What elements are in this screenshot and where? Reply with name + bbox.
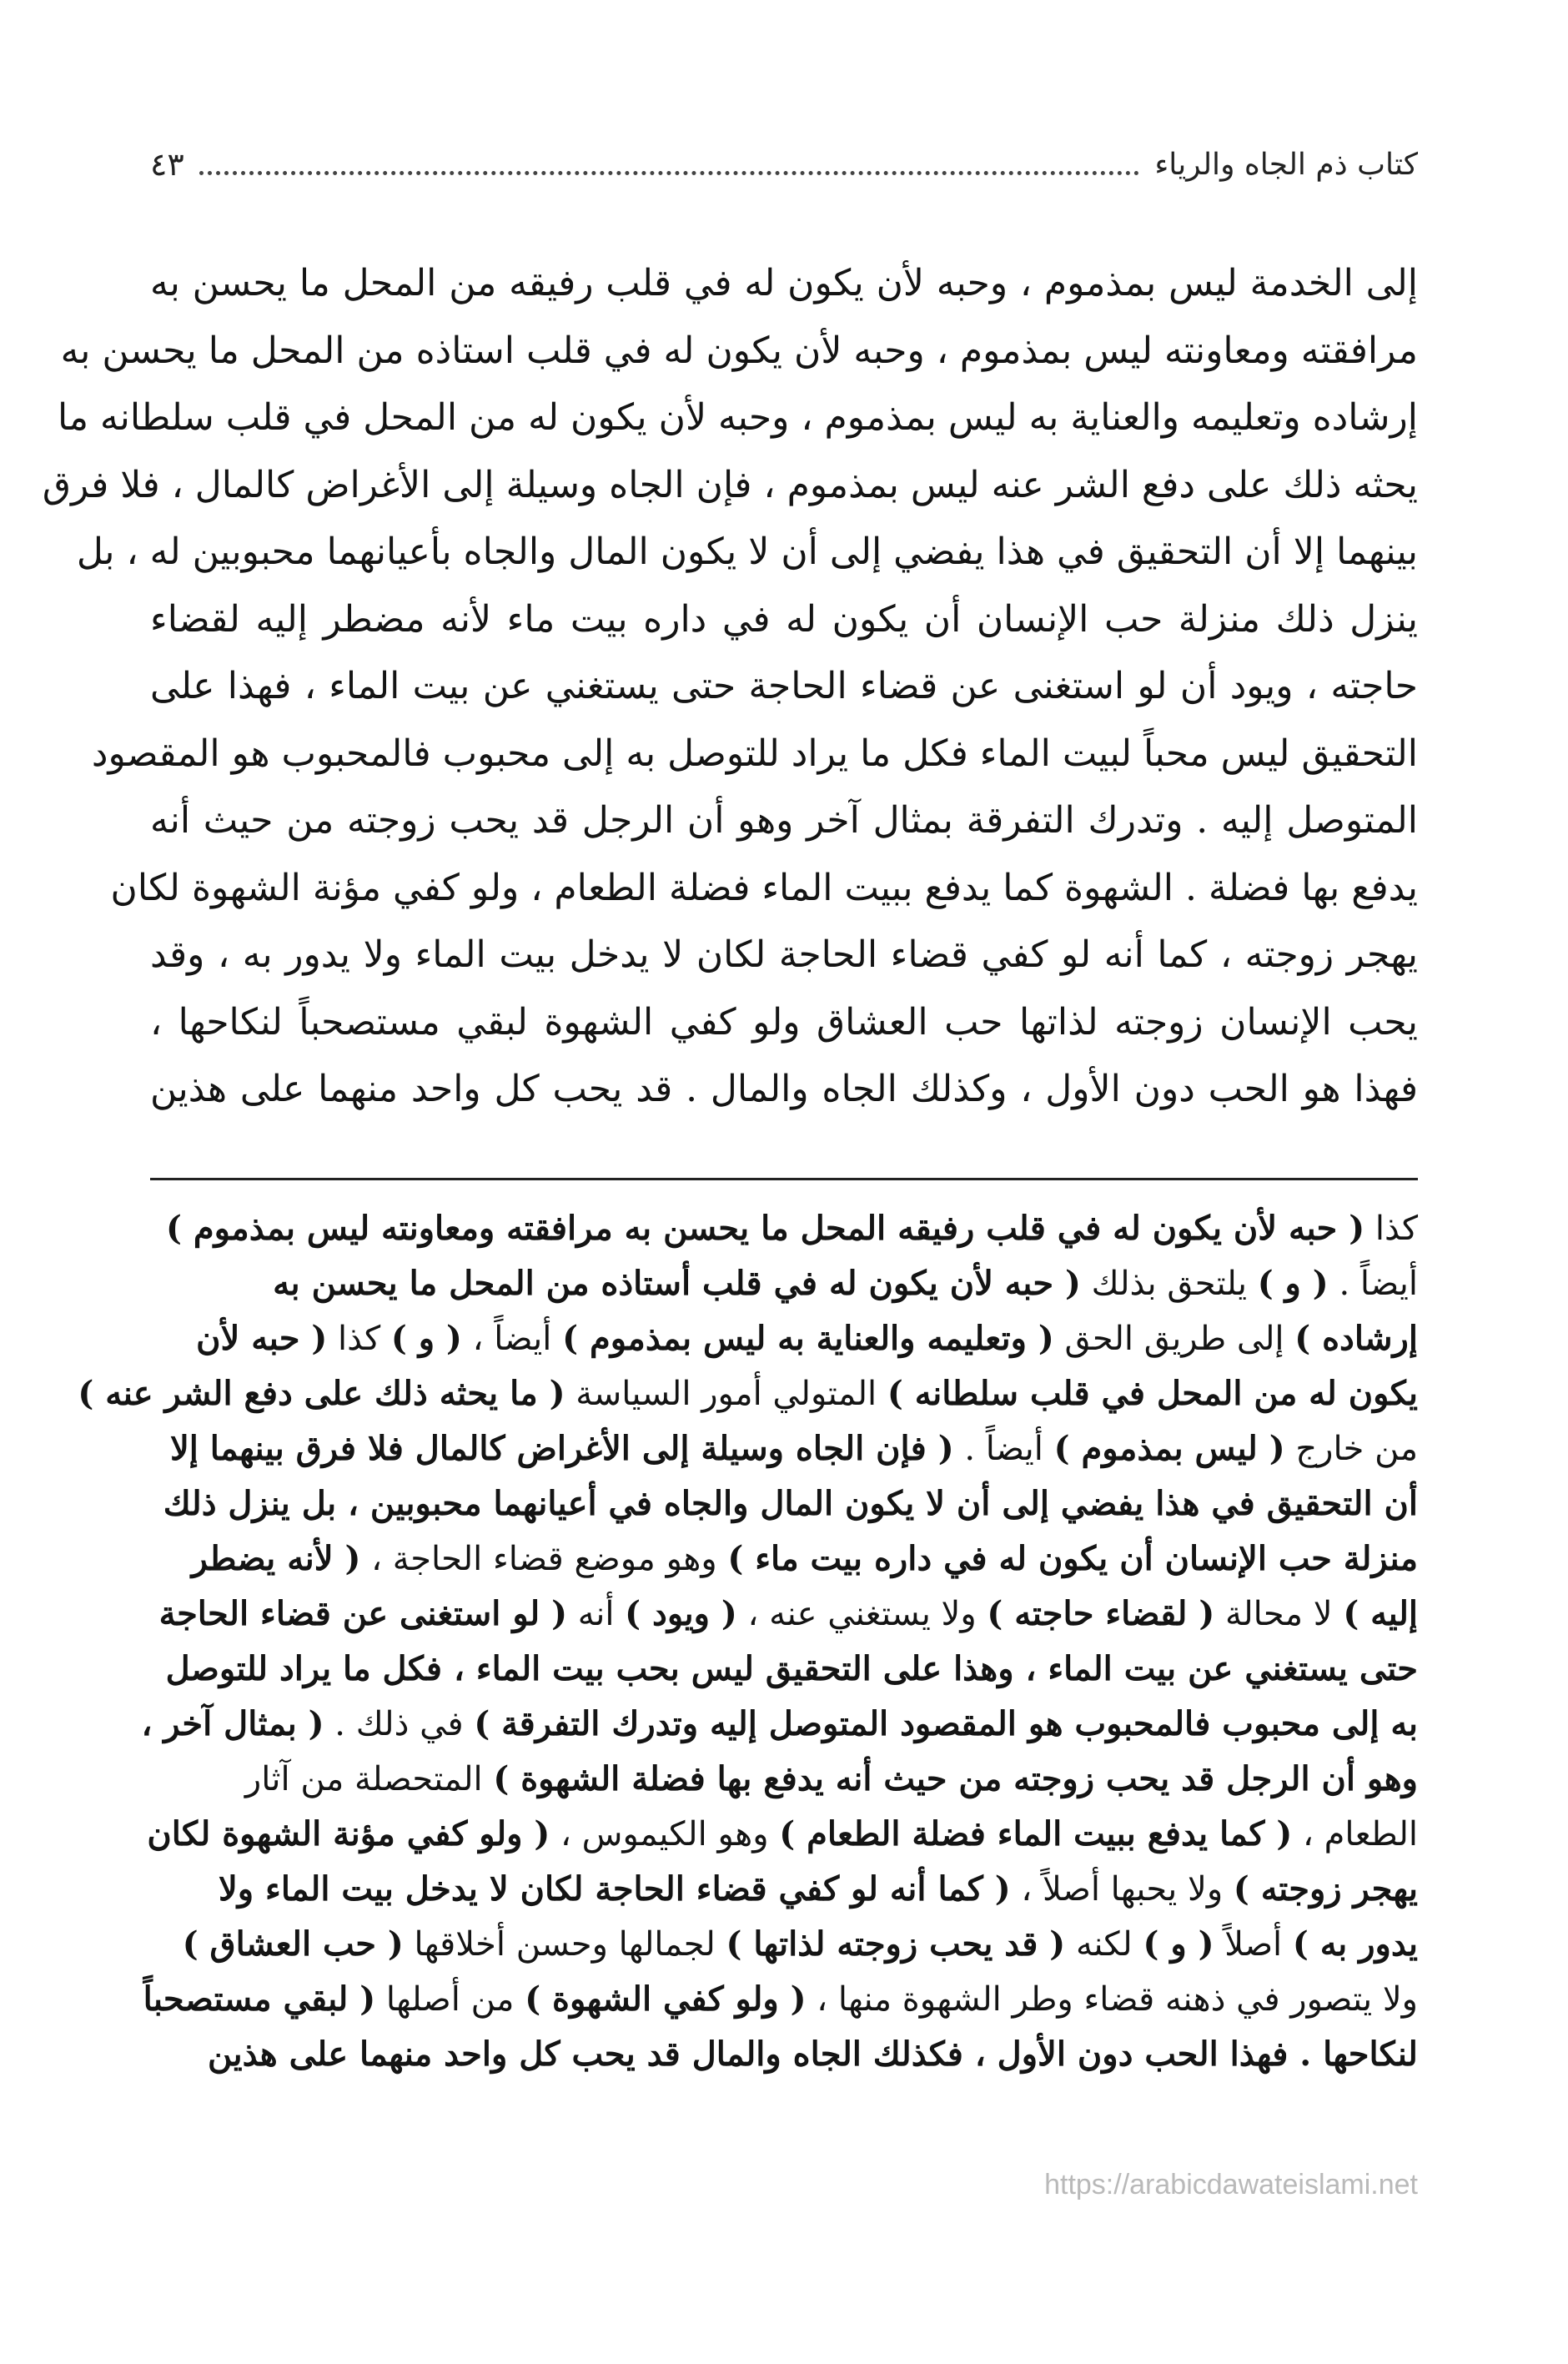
main-text-line: يهجر زوجته ، كما أنه لو كفي قضاء الحاجة لكان لا يدخل بيت الماء ولا يدور به ، وقد: [150, 933, 1418, 976]
commentary-line: [141, 1697, 1418, 1752]
quoted-text-segment: إرشاده ): [1294, 1319, 1418, 1358]
commentary-line: [150, 1532, 1418, 1587]
explanation-segment: يلتحق بذلك: [1080, 1265, 1258, 1303]
quoted-text-segment: به إلى محبوب فالمحبوب هو المقصود المتوصل إليه وتدرك التفرقة ): [474, 1704, 1418, 1743]
explanation-segment: في ذلك .: [324, 1705, 475, 1743]
quoted-text-segment: ( ويود ): [625, 1594, 737, 1633]
main-text-line: يحب الإنسان زوجته لذاتها حب العشاق ولو كفي الشهوة لبقي مستصحباً لنكاحها ،: [150, 1000, 1418, 1044]
quoted-text-segment: ( لبقي مستصحباً: [143, 1979, 376, 2019]
commentary-line: [150, 1201, 1418, 1256]
explanation-segment: ولا يستغني عنه ،: [736, 1595, 988, 1633]
footnote-divider: [150, 1178, 1418, 1180]
explanation-segment: أيضاً .: [1328, 1265, 1418, 1303]
explanation-segment: أصلاً: [1214, 1925, 1293, 1964]
explanation-segment: لكنه: [1065, 1925, 1143, 1964]
commentary-body: [78, 1201, 1418, 2194]
commentary-line: [150, 1311, 1418, 1366]
quoted-text-segment: ( ليس بمذموم ): [1053, 1429, 1285, 1468]
main-text-line: التحقيق ليس محباً لبيت الماء فكل ما يراد للتوصل به إلى محبوب فالمحبوب هو المقصود: [91, 732, 1418, 775]
quoted-text-segment: يهجر زوجته ): [1233, 1869, 1418, 1909]
quoted-text-segment: لنكاحها . فهذا الحب دون الأول ، فكذلك الجاه والمال قد يحب كل واحد منهما على هذين: [208, 2035, 1418, 2074]
explanation-segment: أنه: [567, 1595, 626, 1633]
main-text-line: يحثه ذلك على دفع الشر عنه ليس بمذموم ، فإن الجاه وسيلة إلى الأغراض كالمال ، فلا فرق: [42, 463, 1418, 506]
commentary-line: [150, 1421, 1418, 1476]
quoted-text-segment: ( حبه لأن يكون له في قلب أستاذه من المحل ما يحسن به: [273, 1264, 1081, 1303]
quoted-text-segment: ( لو استغنى عن قضاء الحاجة: [158, 1594, 568, 1633]
page-header: [150, 135, 1418, 194]
quoted-text-segment: ( ولو كفي مؤنة الشهوة لكان: [147, 1814, 550, 1853]
commentary-line: [150, 1642, 1418, 1697]
quoted-text-segment: وهو أن الرجل قد يحب زوجته من حيث أنه يدفع بها فضلة الشهوة ): [493, 1759, 1418, 1798]
commentary-line: [78, 1366, 1418, 1421]
quoted-text-segment: ( وتعليمه والعناية به ليس بمذموم ): [562, 1319, 1054, 1358]
quoted-text-segment: ( حبه لأن يكون له في قلب رفيقه المحل ما يحسن به مرافقته ومعاونته ليس بمذموم ): [165, 1209, 1365, 1248]
explanation-segment: ولا يتصور في ذهنه قضاء وطر الشهوة منها ،: [806, 1980, 1418, 2019]
quoted-text-segment: ( كما يدفع ببيت الماء فضلة الطعام ): [779, 1814, 1293, 1853]
quoted-text-segment: ( ما يحثه ذلك على دفع الشر عنه ): [78, 1374, 565, 1413]
commentary-line: [150, 2027, 1418, 2082]
commentary-line: [150, 1752, 1418, 1807]
main-text-line: بينهما إلا أن التحقيق في هذا يفضي إلى أن لا يكون المال والجاه بأعيانهما محبوبين له ، بل: [76, 531, 1418, 573]
explanation-segment: كذا: [327, 1320, 391, 1358]
main-text-line: إرشاده وتعليمه والعناية به ليس بمذموم ، وحبه لأن يكون له من المحل في قلب سلطانه ما: [58, 396, 1418, 439]
commentary-line: [143, 1972, 1418, 2027]
page-number: ٤٣: [150, 146, 184, 183]
quoted-text-segment: ( و ): [1143, 1924, 1214, 1964]
running-title: كتاب ذم الجاه والرياء: [1154, 147, 1418, 182]
explanation-segment: من خارج: [1284, 1430, 1418, 1468]
explanation-segment: من أصلها: [375, 1980, 525, 2019]
explanation-segment: وهو الكيموس ،: [550, 1815, 780, 1853]
header-dot-leader: [199, 171, 1139, 175]
explanation-segment: الطعام ،: [1292, 1815, 1418, 1853]
explanation-segment: المتحصلة من آثار: [244, 1760, 494, 1798]
commentary-line: [150, 1256, 1418, 1311]
quoted-text-segment: أن التحقيق في هذا يفضي إلى أن لا يكون المال والجاه في أعيانهما محبوبين ، بل ينزل ذلك: [163, 1484, 1418, 1523]
commentary-line: [150, 1862, 1418, 1917]
quoted-text-segment: ( لأنه يضطر: [191, 1539, 361, 1578]
quoted-text-segment: حتى يستغني عن بيت الماء ، وهذا على التحقيق ليس بحب بيت الماء ، فكل ما يراد للتوصل: [165, 1649, 1418, 1688]
explanation-segment: لجمالها وحسن أخلاقها: [403, 1925, 726, 1964]
main-text-line: ينزل ذلك منزلة حب الإنسان أن يكون له في داره بيت ماء لأنه مضطر إليه لقضاء: [150, 597, 1418, 641]
explanation-segment: المتولي أمور السياسة: [565, 1375, 887, 1413]
commentary-line: [150, 1476, 1418, 1532]
quoted-text-segment: ( قد يحب زوجته لذاتها ): [726, 1924, 1066, 1964]
quoted-text-segment: ( و ): [1257, 1264, 1329, 1303]
commentary-line: [150, 1917, 1418, 1972]
explanation-segment: لا محالة: [1214, 1595, 1344, 1633]
quoted-text-segment: يكون له من المحل في قلب سلطانه ): [887, 1374, 1418, 1413]
explanation-segment: أيضاً ،: [461, 1320, 563, 1358]
explanation-segment: ولا يحبها أصلاً ،: [1010, 1870, 1234, 1909]
quoted-text-segment: منزلة حب الإنسان أن يكون له في داره بيت ماء ): [727, 1539, 1418, 1578]
main-text-line: المتوصل إليه . وتدرك التفرقة بمثال آخر وهو أن الرجل قد يحب زوجته من حيث أنه: [150, 799, 1418, 842]
quoted-text-segment: يدور به ): [1292, 1924, 1418, 1964]
quoted-text-segment: ( كما أنه لو كفي قضاء الحاجة لكان لا يدخل بيت الماء ولا: [218, 1869, 1011, 1909]
explanation-segment: أيضاً .: [953, 1430, 1054, 1468]
main-text-line: مرافقته ومعاونته ليس بمذموم ، وحبه لأن يكون له في قلب استاذه من المحل ما يحسن به: [60, 329, 1418, 372]
main-text-body: [42, 250, 1418, 1134]
explanation-segment: كذا: [1364, 1210, 1418, 1248]
quoted-text-segment: ( حب العشاق ): [182, 1924, 404, 1964]
quoted-text-segment: ( بمثال آخر ،: [141, 1704, 324, 1743]
explanation-segment: وهو موضع قضاء الحاجة ،: [360, 1540, 728, 1578]
quoted-text-segment: ( حبه لأن: [196, 1319, 328, 1358]
quoted-text-segment: إليه ): [1343, 1594, 1418, 1633]
quoted-text-segment: ( ولو كفي الشهوة ): [525, 1979, 807, 2019]
explanation-segment: إلى طريق الحق: [1053, 1320, 1295, 1358]
quoted-text-segment: ( لقضاء حاجته ): [987, 1594, 1215, 1633]
commentary-line: [147, 1807, 1418, 1862]
main-text-line: إلى الخدمة ليس بمذموم ، وحبه لأن يكون له في قلب رفيقه من المحل ما يحسن به: [150, 262, 1418, 304]
quoted-text-segment: ( و ): [390, 1319, 462, 1358]
watermark-url: https://arabicdawateislami.net: [1044, 2169, 1418, 2201]
commentary-line: [150, 1587, 1418, 1642]
main-text-line: يدفع بها فضلة . الشهوة كما يدفع ببيت الماء فضلة الطعام ، ولو كفي مؤنة الشهوة لكان: [110, 866, 1418, 909]
quoted-text-segment: ( فإن الجاه وسيلة إلى الأغراض كالمال فلا فرق بينهما إلا: [169, 1429, 954, 1468]
main-text-line: فهذا هو الحب دون الأول ، وكذلك الجاه والمال . قد يحب كل واحد منهما على هذين: [150, 1068, 1418, 1110]
main-text-line: حاجته ، ويود أن لو استغنى عن قضاء الحاجة حتى يستغني عن بيت الماء ، فهذا على: [150, 665, 1418, 707]
